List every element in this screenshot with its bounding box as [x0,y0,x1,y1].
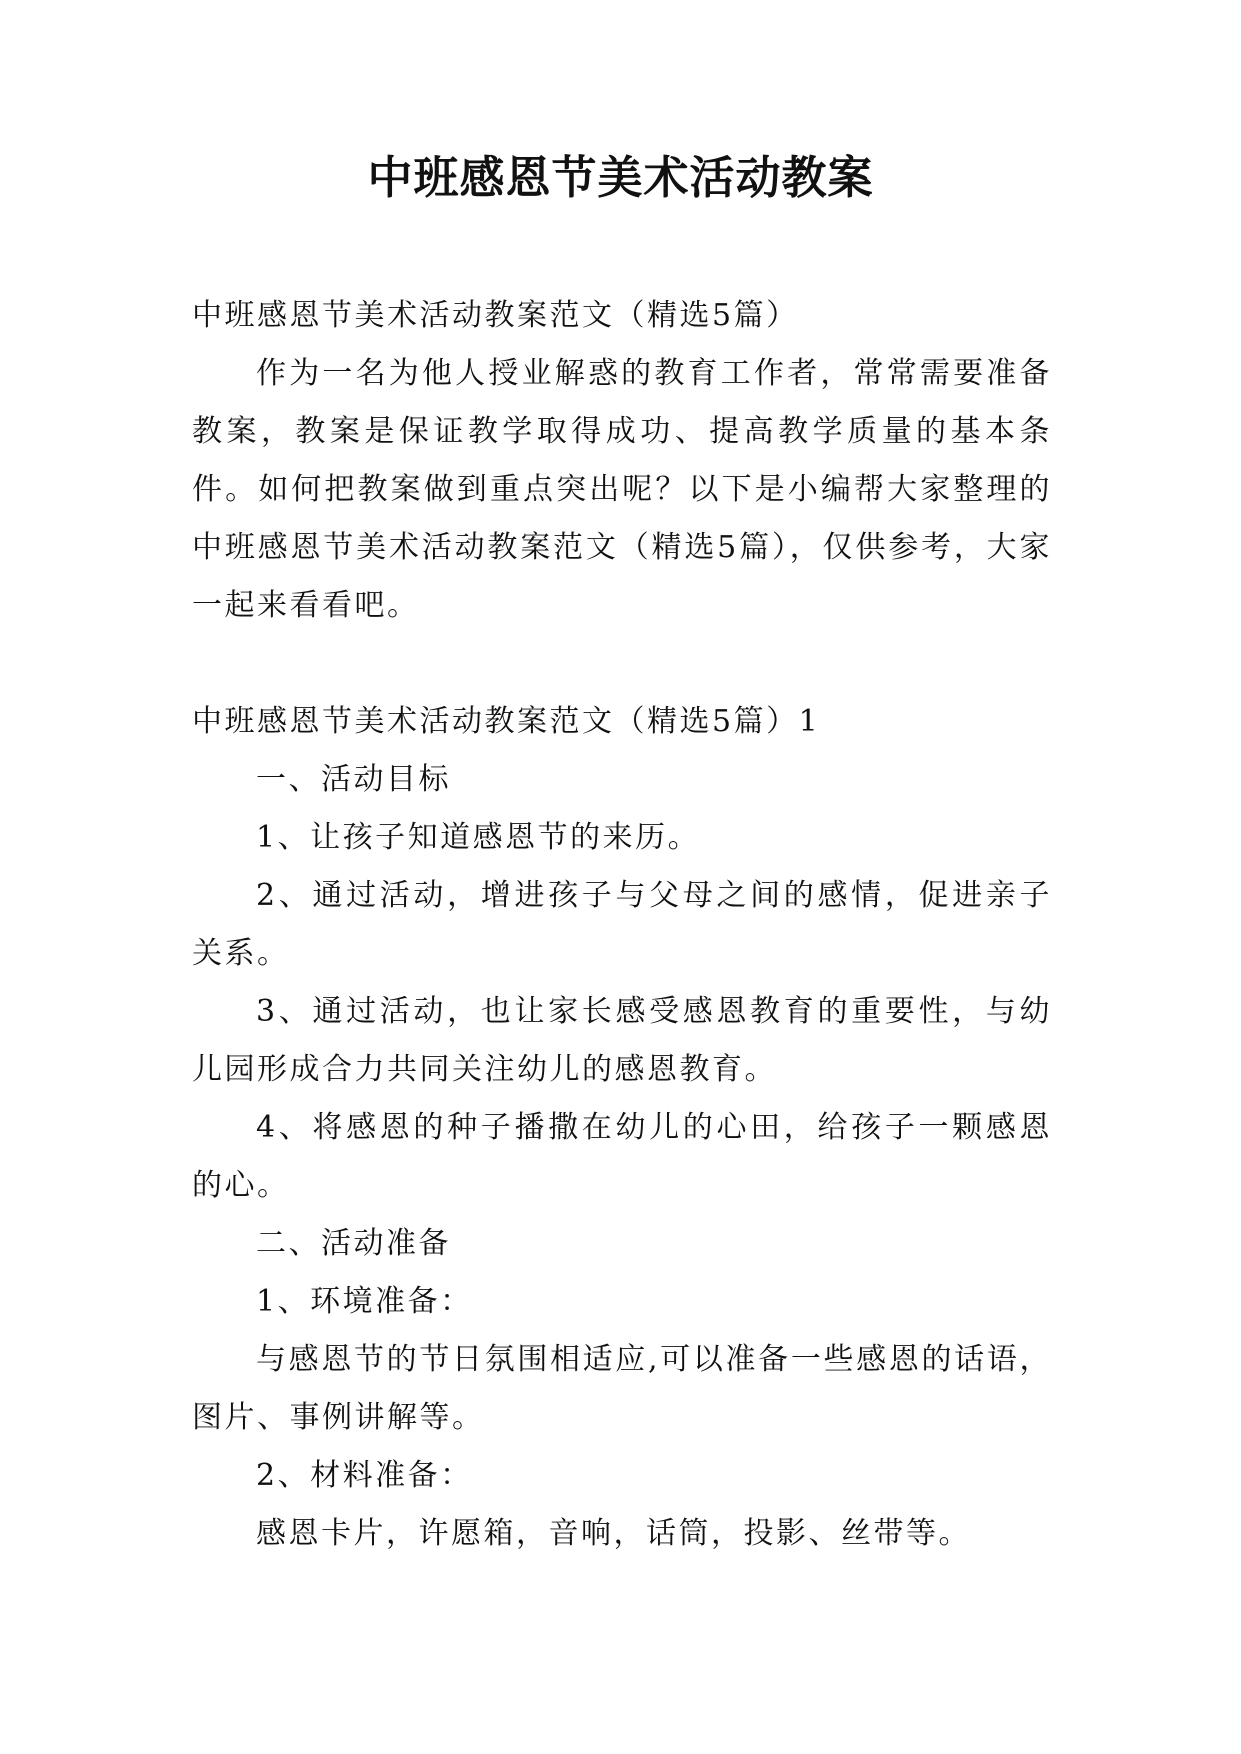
prep-env-heading: 1、环境准备： [256,1284,473,1319]
goal-item: 2、通过活动，增进孩子与父母之间的感情，促进亲子关系。 [192,878,1052,971]
goal-item: 1、让孩子知道感恩节的来历。 [256,820,701,855]
subtitle: 中班感恩节美术活动教案范文（精选5篇） [192,298,799,333]
goal-item: 3、通过活动，也让家长感受感恩教育的重要性，与幼儿园形成合力共同关注幼儿的感恩教育。 [192,994,1052,1087]
goal-item: 4、将感恩的种子播撒在幼儿的心田，给孩子一颗感恩的心。 [192,1110,1052,1203]
spacer [192,635,1052,693]
goals-heading: 一、活动目标 [256,762,451,797]
intro-paragraph: 作为一名为他人授业解惑的教育工作者，常常需要准备教案，教案是保证教学取得成功、提高教学质量的基本条件。如何把教案做到重点突出呢？以下是小编帮大家整理的中班感恩节美术活动教案范文（精选5篇），仅供参考，大家一起来看看吧。 [192,356,1052,623]
prep-mat-text: 感恩卡片，许愿箱，音响，话筒，投影、丝带等。 [256,1516,971,1551]
prep-heading: 二、活动准备 [256,1226,451,1261]
document-body [192,287,1052,1563]
document-title: 中班感恩节美术活动教案 [367,151,874,204]
section-heading: 中班感恩节美术活动教案范文（精选5篇）1 [192,704,821,739]
prep-mat-heading: 2、材料准备： [256,1458,473,1493]
prep-env-text: 与感恩节的节日氛围相适应,可以准备一些感恩的话语，图片、事例讲解等。 [192,1342,1052,1435]
